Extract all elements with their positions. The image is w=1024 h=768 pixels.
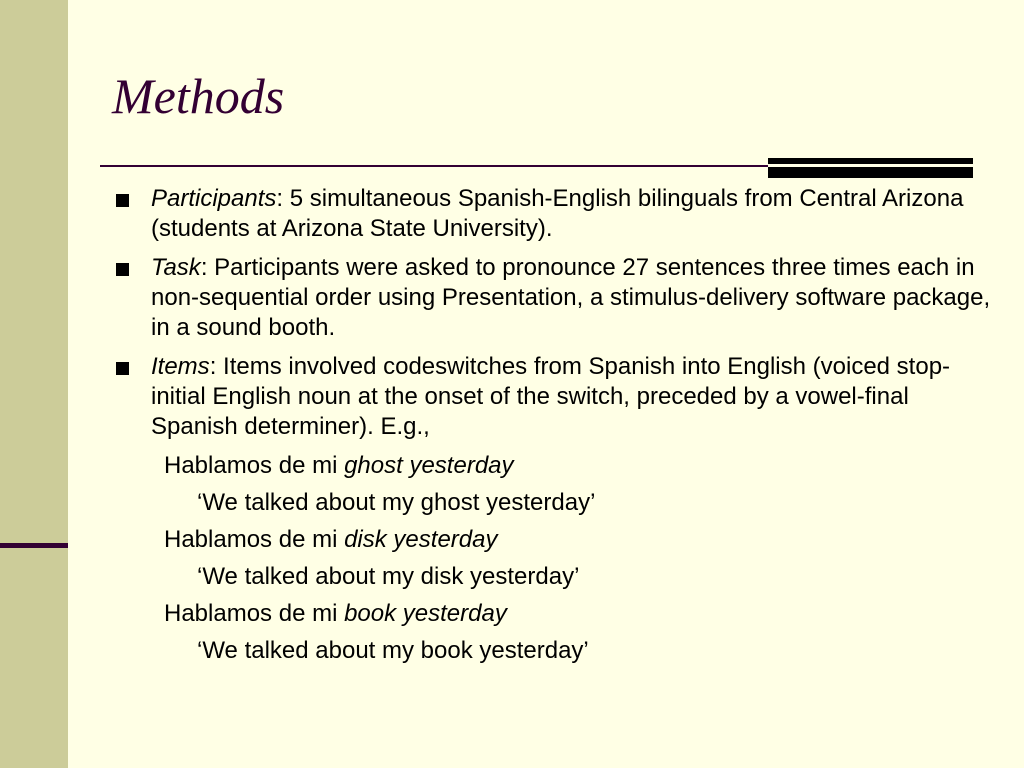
example-spanish: Hablamos de mi	[164, 526, 345, 553]
example-english-switch: disk yesterday	[344, 526, 498, 553]
square-bullet-icon	[116, 362, 129, 375]
square-bullet-icon	[116, 194, 129, 207]
square-bullet-icon	[116, 263, 129, 276]
left-decorative-band	[0, 0, 68, 768]
bullet-body: : Participants were asked to pronounce 27 sentences three times each in non-sequential order using Presentation, a stimulus-delivery software package, in a sound booth.	[151, 254, 991, 341]
example-sentence	[113, 599, 993, 629]
bullet-label: Items	[151, 353, 210, 380]
title-underline-rule	[100, 165, 775, 167]
bullet-participants	[113, 184, 993, 244]
bullet-label: Participants	[151, 185, 277, 212]
title-underline-accent	[768, 158, 973, 178]
example-gloss: ‘We talked about my ghost yesterday’	[197, 489, 596, 516]
bullet-items	[113, 352, 993, 442]
left-band-rule	[0, 543, 68, 548]
bullet-task	[113, 253, 993, 343]
slide-title: Methods	[112, 68, 285, 124]
example-english-switch: book yesterday	[344, 600, 507, 627]
example-gloss: ‘We talked about my book yesterday’	[197, 637, 589, 664]
bullet-text	[151, 353, 950, 440]
bullet-text	[151, 254, 990, 341]
example-english-switch: ghost yesterday	[344, 452, 514, 479]
bullet-body: : 5 simultaneous Spanish-English bilinguals from Central Arizona (students at Arizona State University).	[151, 185, 964, 242]
example-sentence	[113, 525, 993, 555]
slide-content	[113, 184, 993, 673]
example-spanish: Hablamos de mi	[164, 600, 345, 627]
bullet-label: Task	[151, 254, 201, 281]
bullet-text	[151, 185, 963, 242]
example-gloss: ‘We talked about my disk yesterday’	[197, 563, 580, 590]
example-sentence	[113, 451, 993, 481]
examples-list	[113, 451, 993, 666]
bullet-body: : Items involved codeswitches from Spanish into English (voiced stop-initial English noun at the onset of the switch, preceded by a vowel-final Spanish determiner). E.g.,	[151, 353, 951, 440]
example-spanish: Hablamos de mi	[164, 452, 345, 479]
